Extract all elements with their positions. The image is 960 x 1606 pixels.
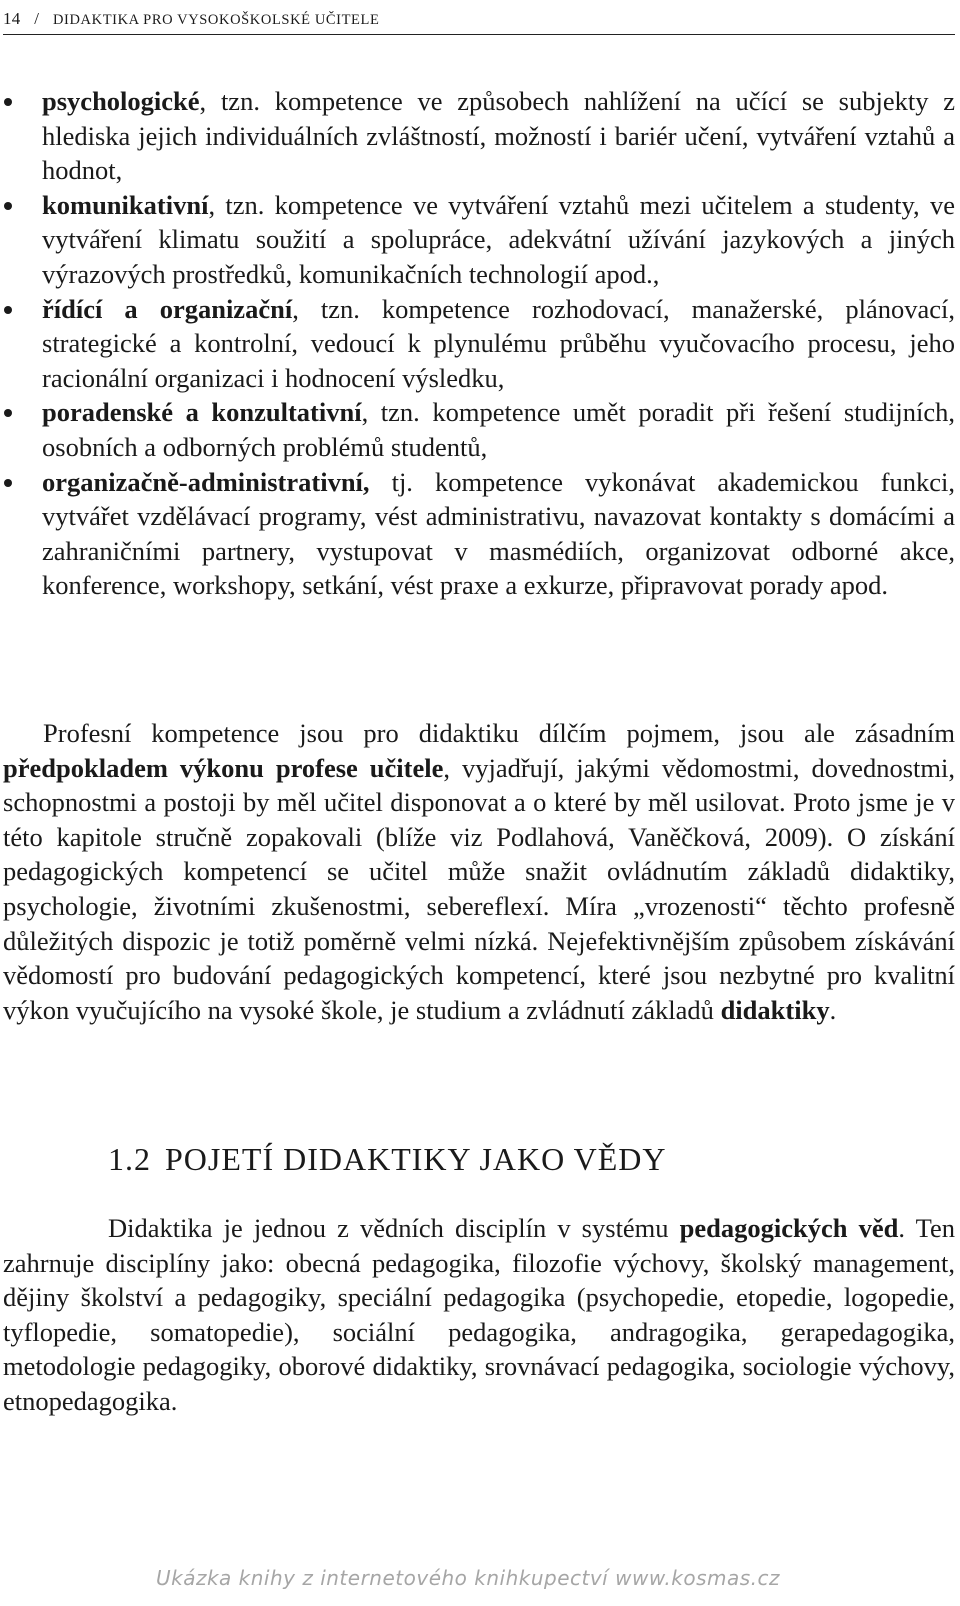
emphasis-run: předpokladem výkonu profese učitele: [3, 752, 444, 783]
competence-term: organizačně-administrativní,: [42, 466, 370, 497]
section-number: 1.2: [108, 1141, 151, 1177]
text-run: Profesní kompetence jsou pro didaktiku dílčím pojmem, jsou ale zásadním: [43, 718, 955, 748]
watermark-footer: Ukázka knihy z internetového knihkupectví www.kosmas.cz: [155, 1566, 780, 1590]
competence-text: , tzn. kompetence ve způsobech nahlížení na učící se subjekty z hlediska jejich individuálních zvláštností, možností i bariér učení, vytváření vztahů a hodnot,: [42, 86, 955, 186]
section-heading: [108, 1139, 667, 1179]
running-header: [3, 8, 955, 35]
competence-text: tj. kompetence vykonávat akademickou funkci, vytvářet vzdělávací programy, vést administrativu, navazovat kontakty s domácími a zahraničními partnery, vystupovat v masmédiích, organizovat odborné akce, konference, workshopy, setkání, vést praxe a exkurze, připravovat porady apod.: [42, 466, 955, 601]
list-item: [0, 188, 955, 292]
competence-text: , tzn. kompetence rozhodovací, manažerské, plánovací, strategické a kontrolní, vedoucí k plynulému průběhu vyučovacího procesu, jeho racionální organizaci i hodnocení výsledku,: [42, 293, 955, 393]
body-paragraph-didactics: [3, 1211, 955, 1419]
text-run: Didaktika je jednou z vědních disciplín v systému: [108, 1213, 680, 1243]
list-item: [0, 465, 955, 603]
header-separator: /: [34, 9, 40, 28]
body-paragraph-competences: [3, 716, 955, 1027]
competence-term: komunikativní: [42, 189, 209, 220]
competence-term: řídící a organizační: [42, 293, 293, 324]
section-title: POJETÍ DIDAKTIKY JAKO VĚDY: [165, 1141, 667, 1177]
competence-text: , tzn. kompetence umět poradit při řešení studijních, osobních a odborných problémů studentů,: [42, 397, 955, 462]
text-run: .: [829, 994, 837, 1025]
competence-text: , tzn. kompetence ve vytváření vztahů mezi učitelem a studenty, ve vytváření klimatu soužití a spolupráce, adekvátní užívání jazykových a jiných výrazových prostředků, komunikačních technologií apod.,: [42, 189, 955, 289]
list-item: [0, 395, 955, 464]
list-item: [0, 84, 955, 188]
competence-list: [0, 84, 955, 603]
competence-term: poradenské a konzultativní: [42, 397, 362, 428]
list-item: [0, 292, 955, 396]
page-number: 14: [3, 9, 21, 28]
competence-term: psychologické: [42, 86, 200, 116]
running-title: DIDAKTIKA PRO VYSOKOŠKOLSKÉ UČITELE: [52, 12, 380, 28]
text-run: , vyjadřují, jakými vědomostmi, dovednostmi, schopnostmi a postoji by měl učitel disponovat a o které by měl usilovat. Proto jsme je v této kapitole stručně zopakovali (blíže viz Podlahová, Vaněčková, 2009). O získání pedagogických kompetencí se učitel může snažit ovládnutím základů didaktiky, psychologie, životními zkušenostmi, sebereflexí. Míra „vrozenosti“ těchto profesně důležitých dispozic je totiž poměrně velmi nízká. Nejefektivnějším způsobem získávání vědomostí pro budování pedagogických kompetencí, které jsou nezbytné pro kvalitní výkon vyučujícího na vysoké škole, je studium a zvládnutí základů: [3, 752, 955, 1025]
text-run: . Ten zahrnuje disciplíny jako: obecná pedagogika, filozofie výchovy, školský management, dějiny školství a pedagogiky, speciální pedagogika (psychopedie, etopedie, logopedie, tyflopedie, somatopedie), sociální pedagogika, andragogika, gerapedagogika, metodologie pedagogiky, oborové didaktiky, srovnávací pedagogika, sociologie výchovy, etnopedagogika.: [3, 1213, 955, 1416]
emphasis-run: didaktiky: [720, 994, 830, 1025]
emphasis-run: pedagogických věd: [679, 1213, 899, 1243]
